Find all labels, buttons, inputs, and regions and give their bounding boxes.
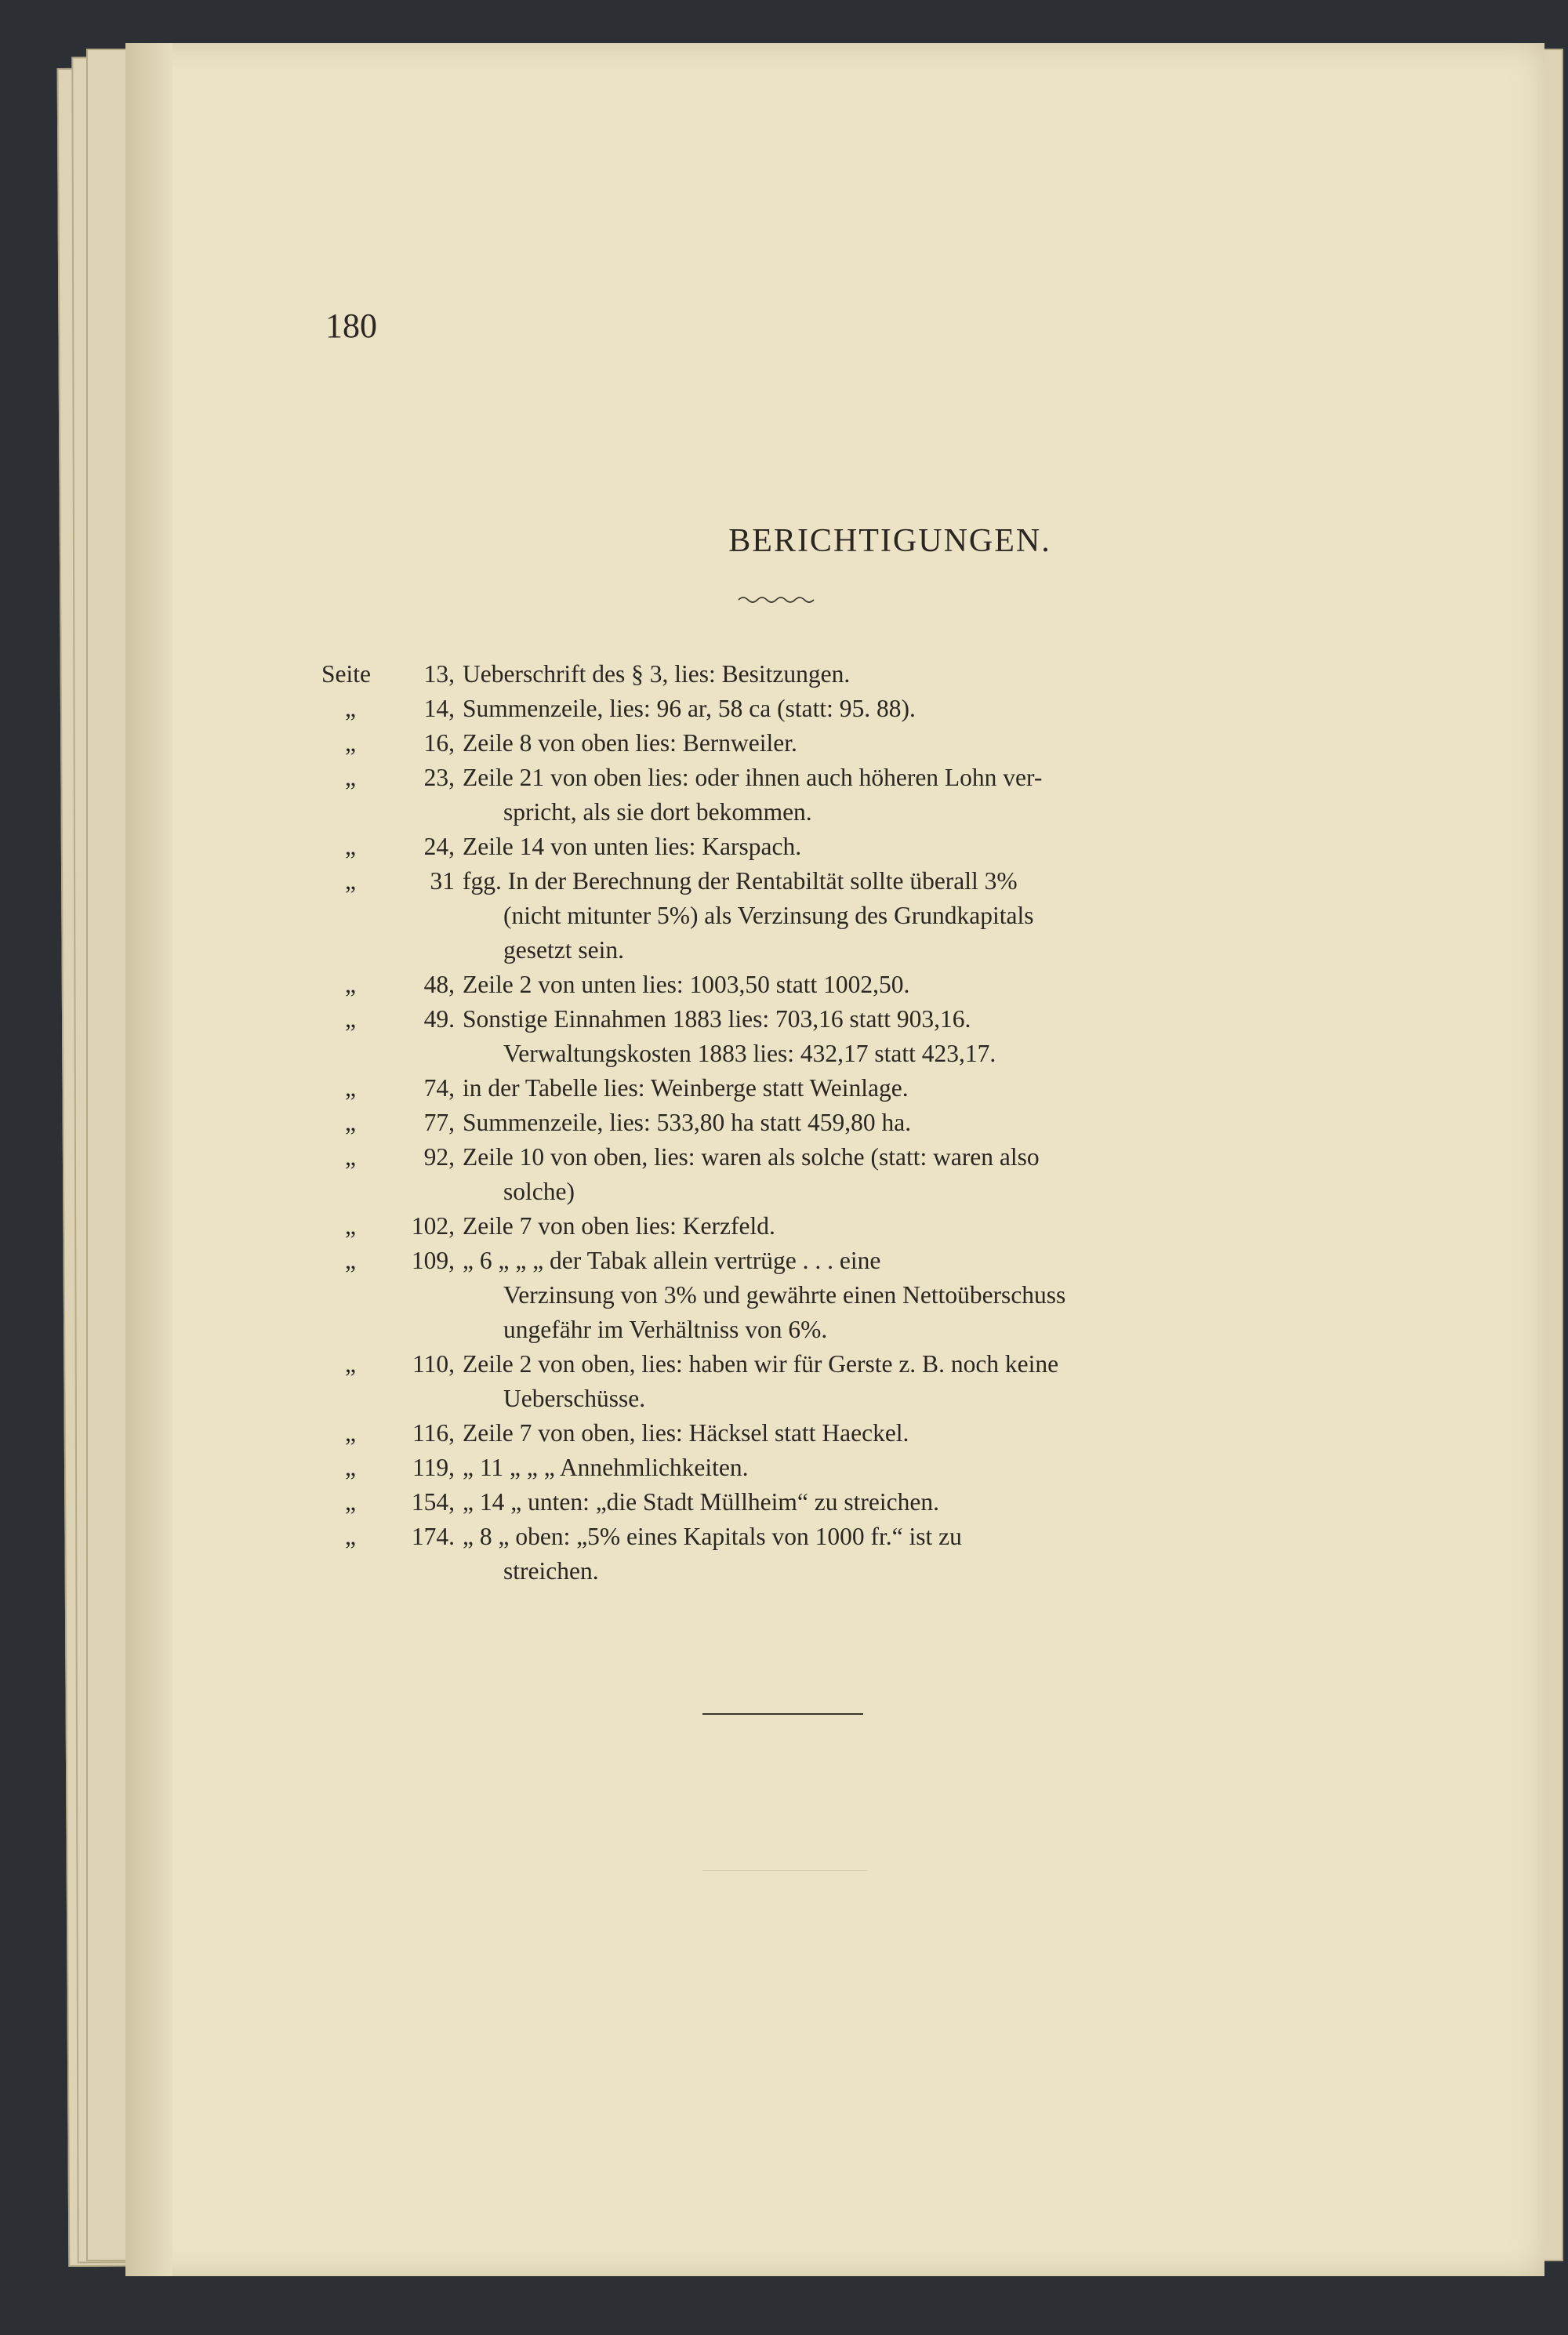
entry-prefix: „ xyxy=(345,1419,356,1447)
entry-text xyxy=(463,1002,1364,1071)
entry-line: „ 6 „ „ „ der Tabak allein vertrüge . . . eine xyxy=(463,1247,881,1274)
entry-line: Summenzeile, lies: 533,80 ha statt 459,80 ha. xyxy=(463,1109,912,1136)
entry-prefix: „ xyxy=(345,695,356,722)
entry-page-number: 109, xyxy=(411,1247,455,1274)
entry-page-number: 116, xyxy=(412,1419,455,1447)
correction-entry xyxy=(321,1140,1364,1209)
entry-line: streichen. xyxy=(503,1557,599,1585)
entry-line: Zeile 2 von unten lies: 1003,50 statt 1002,50. xyxy=(463,971,910,998)
entry-prefix: „ xyxy=(345,1143,356,1171)
entry-page-number: 49. xyxy=(423,1005,455,1033)
entry-line: „ 11 „ „ „ Annehmlichkeiten. xyxy=(463,1454,749,1481)
entry-page-number: 110, xyxy=(412,1350,455,1378)
entry-prefix: „ xyxy=(345,1350,356,1378)
entry-prefix: „ xyxy=(345,1523,356,1550)
correction-entry xyxy=(321,830,1364,864)
entry-line: Zeile 10 von oben, lies: waren als solche (statt: waren also xyxy=(463,1143,1040,1171)
entry-page-number: 119, xyxy=(412,1454,455,1481)
entry-page-number: 92, xyxy=(423,1143,455,1171)
correction-entry xyxy=(321,1485,1364,1520)
entry-text xyxy=(463,1106,1364,1140)
correction-entry xyxy=(321,692,1364,726)
correction-entry xyxy=(321,726,1364,761)
entry-line: Zeile 14 von unten lies: Karspach. xyxy=(463,833,802,860)
entry-prefix: „ xyxy=(345,1212,356,1240)
entry-page-number: 23, xyxy=(423,764,455,791)
correction-entry xyxy=(321,761,1364,830)
entry-line: Zeile 8 von oben lies: Bernweiler. xyxy=(463,729,797,757)
entry-line: „ 8 „ oben: „5% eines Kapitals von 1000 fr.“ ist zu xyxy=(463,1523,962,1550)
entry-line: (nicht mitunter 5%) als Verzinsung des Grundkapitals xyxy=(503,902,1034,929)
entry-prefix: „ xyxy=(345,1454,356,1481)
correction-entry xyxy=(321,1520,1364,1589)
bleed-through-rule xyxy=(702,1870,867,1871)
correction-entry xyxy=(321,1002,1364,1071)
entry-prefix: „ xyxy=(345,1074,356,1102)
entry-prefix: „ xyxy=(345,867,356,895)
entry-line: fgg. In der Berechnung der Rentabiltät sollte überall 3% xyxy=(463,867,1018,895)
entry-text xyxy=(463,1071,1364,1106)
wavy-rule-icon xyxy=(737,592,815,608)
entry-text xyxy=(463,864,1364,968)
entry-line: Summenzeile, lies: 96 ar, 58 ca (statt: 95. 88). xyxy=(463,695,916,722)
correction-entry xyxy=(321,864,1364,968)
correction-entry xyxy=(321,1106,1364,1140)
correction-entry xyxy=(321,1451,1364,1485)
entry-text xyxy=(463,968,1364,1002)
entry-line: in der Tabelle lies: Weinberge statt Weinlage. xyxy=(463,1074,909,1102)
correction-entry xyxy=(321,657,1364,692)
page-number: 180 xyxy=(325,307,377,345)
entry-text xyxy=(463,1244,1364,1347)
entry-line: gesetzt sein. xyxy=(503,936,624,964)
entry-text xyxy=(463,830,1364,864)
entry-prefix: „ xyxy=(345,764,356,791)
entry-page-number: 31 xyxy=(430,867,455,895)
entry-page-number: 13, xyxy=(423,660,455,688)
entry-line: Verwaltungskosten 1883 lies: 432,17 statt 423,17. xyxy=(503,1040,996,1067)
entry-prefix: „ xyxy=(345,1109,356,1136)
entry-prefix: „ xyxy=(345,1247,356,1274)
entry-text xyxy=(463,1347,1364,1416)
entry-line: Ueberschüsse. xyxy=(503,1385,646,1412)
entry-line: Zeile 7 von oben lies: Kerzfeld. xyxy=(463,1212,775,1240)
entry-text xyxy=(463,1140,1364,1209)
entry-line: Zeile 7 von oben, lies: Häcksel statt Haeckel. xyxy=(463,1419,909,1447)
entry-page-number: 24, xyxy=(423,833,455,860)
entry-prefix: „ xyxy=(345,971,356,998)
correction-entry xyxy=(321,1416,1364,1451)
page-title: BERICHTIGUNGEN. xyxy=(728,523,1051,559)
entry-prefix: „ xyxy=(345,833,356,860)
entry-line: ungefähr im Verhältniss von 6%. xyxy=(503,1316,828,1343)
entry-prefix: „ xyxy=(345,1488,356,1516)
entry-page-number: 174. xyxy=(411,1523,455,1550)
entry-line: Zeile 21 von oben lies: oder ihnen auch höheren Lohn ver- xyxy=(463,764,1043,791)
entry-line: spricht, als sie dort bekommen. xyxy=(503,798,812,826)
entry-text xyxy=(463,1520,1364,1589)
page-gutter xyxy=(125,43,172,2276)
entry-line: Verzinsung von 3% und gewährte einen Nettoüberschuss xyxy=(503,1281,1066,1309)
entry-text xyxy=(463,726,1364,761)
entry-text xyxy=(463,692,1364,726)
entry-text xyxy=(463,1451,1364,1485)
entry-line: Sonstige Einnahmen 1883 lies: 703,16 statt 903,16. xyxy=(463,1005,971,1033)
entry-line: Zeile 2 von oben, lies: haben wir für Gerste z. B. noch keine xyxy=(463,1350,1059,1378)
entry-page-number: 77, xyxy=(423,1109,455,1136)
entry-page-number: 74, xyxy=(423,1074,455,1102)
entry-page-number: 16, xyxy=(423,729,455,757)
correction-entry xyxy=(321,1244,1364,1347)
entry-page-number: 14, xyxy=(423,695,455,722)
entry-prefix: „ xyxy=(345,729,356,757)
entry-prefix: Seite xyxy=(321,660,371,688)
entry-text xyxy=(463,1209,1364,1244)
entry-line: solche) xyxy=(503,1178,575,1205)
correction-entry xyxy=(321,1209,1364,1244)
entry-text xyxy=(463,1416,1364,1451)
entry-page-number: 48, xyxy=(423,971,455,998)
entry-text xyxy=(463,761,1364,830)
entry-page-number: 102, xyxy=(411,1212,455,1240)
entry-line: Ueberschrift des § 3, lies: Besitzungen. xyxy=(463,660,851,688)
entry-line: „ 14 „ unten: „die Stadt Müllheim“ zu streichen. xyxy=(463,1488,939,1516)
correction-entry xyxy=(321,1071,1364,1106)
entry-page-number: 154, xyxy=(411,1488,455,1516)
correction-entry xyxy=(321,1347,1364,1416)
entry-text xyxy=(463,1485,1364,1520)
correction-entry xyxy=(321,968,1364,1002)
entry-text xyxy=(463,657,1364,692)
entry-prefix: „ xyxy=(345,1005,356,1033)
closing-rule xyxy=(702,1713,863,1715)
corrections-list xyxy=(321,657,1364,1589)
